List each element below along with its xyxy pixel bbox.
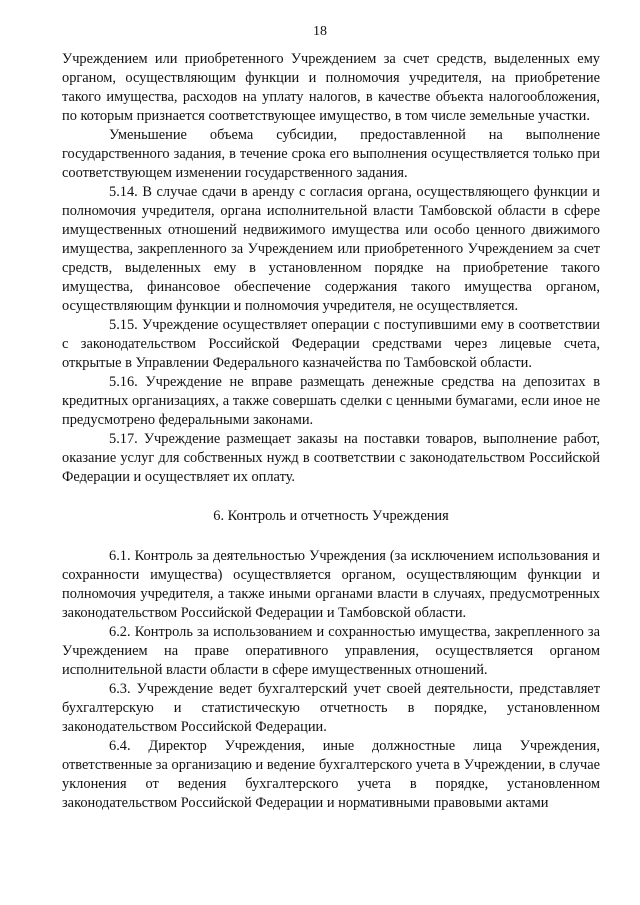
- clause-5-17: 5.17. Учреждение размещает заказы на поставки товаров, выполнение работ, оказание услуг для собственных нужд в соответствии с законодательством Российской Федерации и осуществляет их оплату.: [62, 431, 600, 485]
- clause-6-3: 6.3. Учреждение ведет бухгалтерский учет своей деятельности, представляет бухгалтерскую и статистическую отчетность в порядке, установленном законодательством Российской Федерации.: [62, 681, 600, 735]
- clause-5-15: 5.15. Учреждение осуществляет операции с поступившими ему в соответствии с законодательством Российской Федерации средствами через лицевые счета, открытые в Управлении Федерального казначейства по Тамбовской области.: [62, 317, 600, 371]
- clause-6-2: 6.2. Контроль за использованием и сохранностью имущества, закрепленного за Учреждением на праве оперативного управления, осуществляется органом исполнительной власти области в сфере имущественных отношений.: [62, 624, 600, 678]
- document-body: [62, 50, 600, 813]
- clause-5-14: 5.14. В случае сдачи в аренду с согласия органа, осуществляющего функции и полномочия учредителя, органа исполнительной власти Тамбовской области в сфере имущественных отношений недвижимого имущества или особо ценного движимого имущества, закрепленного за Учреждением или приобретенного Учреждением за счет средств, выделенных ему в установленном порядке на приобретение такого имущества, финансовое обеспечение содержания такого имущества органом, осуществляющим функции и полномочия учредителя, не осуществляется.: [62, 184, 600, 314]
- paragraph-subsidy-reduction: Уменьшение объема субсидии, предоставленной на выполнение государственного задания, в течение срока его выполнения осуществляется только при соответствующем изменении государственного задания.: [62, 127, 600, 181]
- clause-6-4: 6.4. Директор Учреждения, иные должностные лица Учреждения, ответственные за организацию и ведение бухгалтерского учета в Учреждении, в случае уклонения от ведения бухгалтерского учета в порядке, установленном законодательством Российской Федерации и нормативными правовыми актами: [62, 738, 600, 811]
- section-heading: 6. Контроль и отчетность Учреждения: [213, 508, 449, 524]
- clause-5-16: 5.16. Учреждение не вправе размещать денежные средства на депозитах в кредитных организациях, а также совершать сделки с ценными бумагами, если иное не предусмотрено федеральными законами.: [62, 374, 600, 428]
- page-number: 18: [313, 24, 327, 39]
- clause-6-1: 6.1. Контроль за деятельностью Учреждения (за исключением использования и сохранности имущества) осуществляется органом, осуществляющим функции и полномочия учредителя, а также иными органами власти в случаях, предусмотренных законодательством Российской Федерации и Тамбовской области.: [62, 548, 600, 621]
- paragraph-continuation: Учреждением или приобретенного Учреждением за счет средств, выделенных ему органом, осуществляющим функции и полномочия учредителя, на приобретение такого имущества, расходов на уплату налогов, в качестве объекта налогообложения, по которым признается соответствующее имущество, в том числе земельные участки.: [62, 51, 600, 124]
